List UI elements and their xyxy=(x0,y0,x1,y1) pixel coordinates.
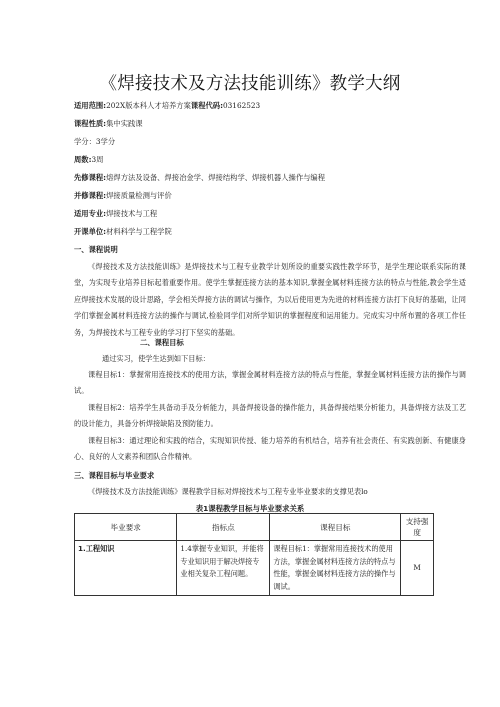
section-heading: 三、课程目标与毕业要求 xyxy=(74,471,155,480)
meta-credits xyxy=(74,137,464,147)
meta-scope xyxy=(74,101,464,111)
requirements-table xyxy=(74,513,434,596)
meta-value: 焊接质量检测与评价 xyxy=(106,191,172,200)
page-title: 《焊接技术及方法技能训练》教学大纲 xyxy=(99,74,401,94)
table-cell: 1.4掌握专业知识，并能将专业知识用于解决焊接专业相关复杂工程问题。 xyxy=(177,541,270,596)
meta-label: 先修课程: xyxy=(74,173,107,182)
table-header: 指标点 xyxy=(177,514,270,541)
meta-prerequisites xyxy=(74,173,464,183)
meta-label: 周数: xyxy=(74,155,92,164)
section-body: 《焊接技术及方法技能训练》是焊接技术与工程专业教学计划所设的重要实践性教学环节，是学生理论联系实际的课堂，为实现专业培养目标起着重要作用。使学生掌握连接方法的基本知识,掌握金属材料连接方法的特点与性能,教会学生适应焊接技术发展的设计思路，学会相关焊接方法的调试与操作，为以后使用更为先进的材料连接方法打下良好的基础，让同学们掌握金属材料连接方法的操作与调试,检验同学们对所学知识的掌握程度和运用能力。完成实习中所布置的各项工作任务，为焊接技术与工程专业的学习打下坚实的基础。 xyxy=(74,262,466,337)
meta-value: 03162523 xyxy=(223,101,261,110)
goals-intro: 通过实习，使学生达到如下目标： xyxy=(102,354,210,363)
meta-label: 并修课程: xyxy=(74,191,107,200)
meta-label: 课程性质: xyxy=(74,119,107,128)
meta-nature xyxy=(74,119,464,129)
meta-value: 熔焊方法及设备、焊接冶金学、焊接结构学、焊接机器人操作与编程 xyxy=(106,173,326,182)
meta-value: 202X版本科人才培养方案 xyxy=(106,101,191,110)
meta-value: 3周 xyxy=(91,155,104,164)
meta-label: 开课单位: xyxy=(74,227,107,236)
meta-corequisites xyxy=(74,191,464,201)
meta-value: 学分：3学分 xyxy=(74,137,116,146)
table-header: 支持强度 xyxy=(401,514,434,541)
meta-label: 适用范围: xyxy=(74,101,107,110)
table-header: 课程目标 xyxy=(270,514,401,541)
section-heading: 一、课程说明 xyxy=(74,245,118,254)
section-heading: 二、课程目标 xyxy=(137,338,500,348)
table-caption: 表1课程教学目标与毕业要求关系 xyxy=(195,504,305,513)
table-cell: 课程目标1：掌握常用连接技术的使用方法，掌握金属材料连接方法的特点与性能，掌握金属材料连接方法的操作与调试。 xyxy=(270,541,401,596)
table-cell: 1.工程知识 xyxy=(75,541,177,596)
meta-value: 集中实践课 xyxy=(106,119,143,128)
meta-label: 适用专业: xyxy=(74,209,107,218)
table-cell: M xyxy=(401,541,434,596)
meta-major xyxy=(74,209,464,219)
section-intro: 《焊接技术及方法技能训练》课程教学目标对焊接技术与工程专业毕业要求的支撑见表lo xyxy=(88,487,368,496)
course-goal-3: 课程目标3：通过理论和实践的结合，实现知识传授、能力培养的有机结合，培养有社会责任、有实践创新、有健康身心、良好的人文素养和团队合作精神。 xyxy=(74,436,466,462)
meta-value: 材料科学与工程学院 xyxy=(106,227,172,236)
meta-weeks xyxy=(74,155,464,165)
course-goal-2: 课程目标2：培养学生具备动手及分析能力，具备焊接设备的操作能力，具备焊接结果分析能力，具备焊接方法及工艺的设计能力，具备分析焊接缺陷及预防能力。 xyxy=(74,403,466,429)
meta-department xyxy=(74,227,464,237)
meta-value: 焊接技术与工程 xyxy=(106,209,158,218)
table-header-row xyxy=(75,514,434,541)
meta-label: 课程代码: xyxy=(190,101,224,110)
table-row xyxy=(75,541,434,596)
table-header: 毕业要求 xyxy=(75,514,177,541)
course-goal-1: 课程目标1：掌握常用连接技术的使用方法，掌握金属材料连接方法的特点与性能，掌握金属材料连接方法的操作与调试。 xyxy=(74,370,466,396)
